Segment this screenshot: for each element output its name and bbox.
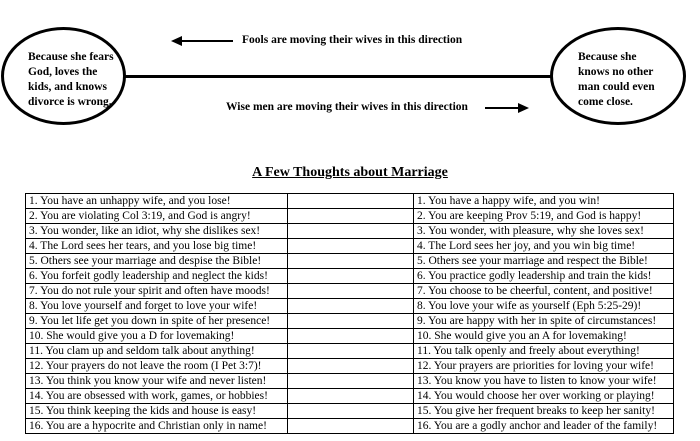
foolish-statement-cell: 14. You are obsessed with work, games, or hobbies! <box>26 389 288 404</box>
wise-statement-cell: 6. You practice godly leadership and train the kids! <box>414 269 674 284</box>
wise-statement-cell: 11. You talk openly and freely about everything! <box>414 344 674 359</box>
table-row <box>26 419 674 434</box>
spacer-cell <box>288 299 414 314</box>
comparison-table-body <box>26 194 674 434</box>
spacer-cell <box>288 209 414 224</box>
left-ellipse-line: divorce is wrong. <box>28 96 112 108</box>
spacer-cell <box>288 389 414 404</box>
table-row <box>26 374 674 389</box>
wise-statement-cell: 3. You wonder, with pleasure, why she loves sex! <box>414 224 674 239</box>
foolish-statement-cell: 11. You clam up and seldom talk about anything! <box>26 344 288 359</box>
foolish-statement-cell: 16. You are a hypocrite and Christian only in name! <box>26 419 288 434</box>
wise-statement-cell: 12. Your prayers are priorities for loving your wife! <box>414 359 674 374</box>
table-row <box>26 329 674 344</box>
right-ellipse-line: come close. <box>578 96 633 108</box>
spacer-cell <box>288 359 414 374</box>
spacer-cell <box>288 374 414 389</box>
table-row <box>26 224 674 239</box>
wise-statement-cell: 15. You give her frequent breaks to keep her sanity! <box>414 404 674 419</box>
wise-statement-cell: 16. You are a godly anchor and leader of the family! <box>414 419 674 434</box>
wise-statement-cell: 7. You choose to be cheerful, content, and positive! <box>414 284 674 299</box>
right-ellipse-line: man could even <box>578 81 655 93</box>
spacer-cell <box>288 269 414 284</box>
left-ellipse-text <box>28 50 128 110</box>
foolish-statement-cell: 7. You do not rule your spirit and often have moods! <box>26 284 288 299</box>
fools-direction-label: Fools are moving their wives in this direction <box>242 34 463 46</box>
spacer-cell <box>288 194 414 209</box>
left-ellipse-line: God, loves the <box>28 66 98 78</box>
right-ellipse-line: knows no other <box>578 66 654 78</box>
table-row <box>26 269 674 284</box>
wise-statement-cell: 9. You are happy with her in spite of circumstances! <box>414 314 674 329</box>
connecting-line <box>125 75 551 78</box>
wise-statement-cell: 5. Others see your marriage and respect the Bible! <box>414 254 674 269</box>
table-row <box>26 359 674 374</box>
comparison-table <box>25 193 674 434</box>
spacer-cell <box>288 329 414 344</box>
wise-statement-cell: 13. You know you have to listen to know your wife! <box>414 374 674 389</box>
foolish-statement-cell: 13. You think you know your wife and never listen! <box>26 374 288 389</box>
wise-statement-cell: 2. You are keeping Prov 5:19, and God is happy! <box>414 209 674 224</box>
table-row <box>26 284 674 299</box>
wise-statement-cell: 14. You would choose her over working or playing! <box>414 389 674 404</box>
table-row <box>26 404 674 419</box>
spacer-cell <box>288 284 414 299</box>
foolish-statement-cell: 8. You love yourself and forget to love your wife! <box>26 299 288 314</box>
foolish-statement-cell: 5. Others see your marriage and despise the Bible! <box>26 254 288 269</box>
right-ellipse-text <box>578 50 678 110</box>
spacer-cell <box>288 224 414 239</box>
foolish-statement-cell: 15. You think keeping the kids and house is easy! <box>26 404 288 419</box>
spacer-cell <box>288 254 414 269</box>
spacer-cell <box>288 239 414 254</box>
foolish-statement-cell: 9. You let life get you down in spite of her presence! <box>26 314 288 329</box>
foolish-statement-cell: 12. Your prayers do not leave the room (I Pet 3:7)! <box>26 359 288 374</box>
wise-statement-cell: 1. You have a happy wife, and you win! <box>414 194 674 209</box>
table-row <box>26 314 674 329</box>
left-ellipse-line: kids, and knows <box>28 81 107 93</box>
foolish-statement-cell: 6. You forfeit godly leadership and neglect the kids! <box>26 269 288 284</box>
table-row <box>26 254 674 269</box>
spacer-cell <box>288 344 414 359</box>
spacer-cell <box>288 404 414 419</box>
foolish-statement-cell: 10. She would give you a D for lovemaking! <box>26 329 288 344</box>
table-row <box>26 344 674 359</box>
foolish-statement-cell: 1. You have an unhappy wife, and you lose! <box>26 194 288 209</box>
direction-diagram <box>0 0 700 140</box>
right-ellipse-line: Because she <box>578 51 637 63</box>
foolish-statement-cell: 3. You wonder, like an idiot, why she dislikes sex! <box>26 224 288 239</box>
spacer-cell <box>288 419 414 434</box>
table-row <box>26 209 674 224</box>
page-title: A Few Thoughts about Marriage <box>252 165 448 180</box>
right-arrow-icon <box>485 102 529 114</box>
wise-statement-cell: 8. You love your wife as yourself (Eph 5:25-29)! <box>414 299 674 314</box>
left-arrow-icon <box>171 35 233 47</box>
table-row <box>26 239 674 254</box>
spacer-cell <box>288 314 414 329</box>
foolish-statement-cell: 2. You are violating Col 3:19, and God is angry! <box>26 209 288 224</box>
wise-direction-label: Wise men are moving their wives in this direction <box>226 101 468 113</box>
table-row <box>26 299 674 314</box>
wise-statement-cell: 4. The Lord sees her joy, and you win big time! <box>414 239 674 254</box>
foolish-statement-cell: 4. The Lord sees her tears, and you lose big time! <box>26 239 288 254</box>
left-ellipse-line: Because she fears <box>28 51 114 63</box>
table-row <box>26 389 674 404</box>
wise-statement-cell: 10. She would give you an A for lovemaking! <box>414 329 674 344</box>
table-row <box>26 194 674 209</box>
